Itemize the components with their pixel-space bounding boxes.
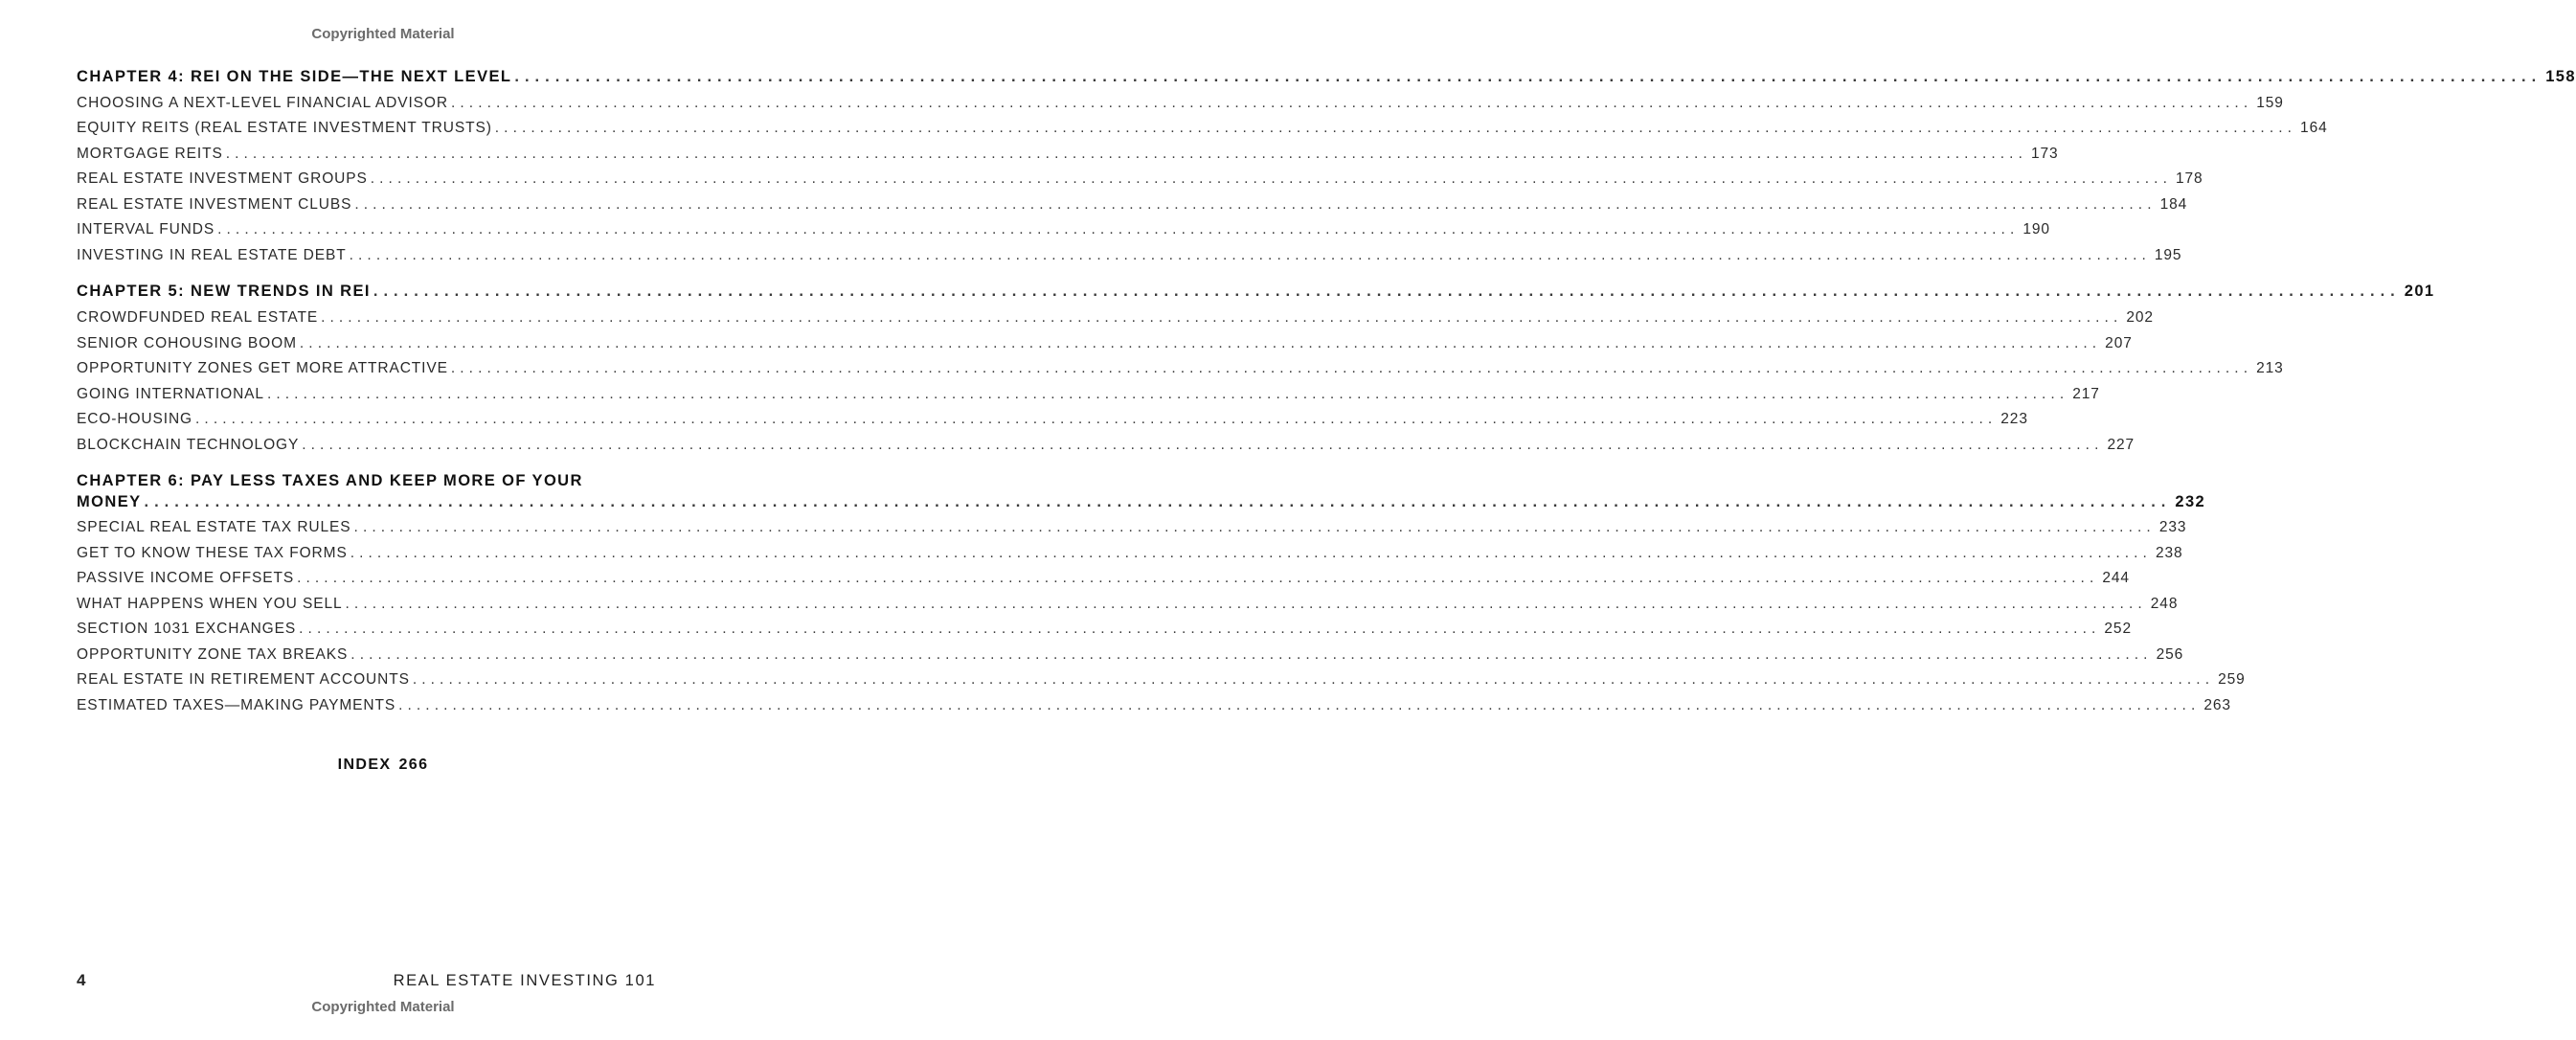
entry-title: ECO-HOUSING bbox=[77, 411, 192, 427]
dot-leader: ........................................................................................................................................................................................................ bbox=[354, 196, 2157, 213]
entry-page: 184 bbox=[2159, 196, 2188, 213]
entry-page: 233 bbox=[2158, 519, 2187, 535]
toc-entry bbox=[77, 539, 2183, 562]
entry-page: 190 bbox=[2022, 221, 2050, 237]
entry-title: BLOCKCHAIN TECHNOLOGY bbox=[77, 437, 300, 453]
toc-entry bbox=[77, 590, 2179, 613]
dot-leader: ........................................................................................................................................................................................................ bbox=[450, 360, 2253, 376]
chapter-title: CHAPTER 4: REI ON THE SIDE—THE NEXT LEVEL bbox=[77, 68, 512, 85]
toc-entry bbox=[77, 304, 2154, 327]
dot-leader: ........................................................................................................................................................................................................ bbox=[398, 697, 2201, 713]
entry-page: 195 bbox=[2154, 247, 2182, 263]
dot-leader: ........................................................................................................................................................................................................ bbox=[353, 519, 2156, 535]
entry-page: 227 bbox=[2107, 437, 2135, 453]
dot-leader: ........................................................................................................................................................................................................ bbox=[266, 386, 2069, 402]
entry-title: GOING INTERNATIONAL bbox=[77, 386, 264, 402]
toc-entry bbox=[77, 431, 2135, 454]
dot-leader: ........................................................................................................................................................................................................ bbox=[302, 437, 2104, 453]
dot-leader: ........................................................................................................................................................................................................ bbox=[345, 596, 2147, 612]
toc-entry bbox=[77, 191, 2188, 214]
entry-title: REAL ESTATE INVESTMENT GROUPS bbox=[77, 170, 368, 187]
toc-entry bbox=[77, 564, 2130, 587]
chapter-title: CHAPTER 5: NEW TRENDS IN REI bbox=[77, 283, 371, 300]
chapter-5-heading bbox=[77, 278, 2435, 301]
entry-title: PASSIVE INCOME OFFSETS bbox=[77, 570, 295, 586]
entry-title: MORTGAGE REITS bbox=[77, 146, 223, 162]
entry-title: GET TO KNOW THESE TAX FORMS bbox=[77, 545, 348, 561]
dot-leader: ........................................................................................................................................................................................................ bbox=[494, 120, 2297, 136]
entry-page: 248 bbox=[2150, 596, 2179, 612]
toc-entry bbox=[77, 215, 2050, 238]
toc-entry bbox=[77, 641, 2184, 664]
dot-leader: ........................................................................................................................................................................................................ bbox=[321, 309, 2123, 326]
entry-page: 164 bbox=[2300, 120, 2328, 136]
chapter-title-line-2: MONEY bbox=[77, 493, 142, 510]
toc-entry bbox=[77, 405, 2028, 428]
entry-page: 263 bbox=[2203, 697, 2231, 713]
toc-entry bbox=[77, 241, 2182, 264]
entry-title: CHOOSING A NEXT-LEVEL FINANCIAL ADVISOR bbox=[77, 95, 448, 111]
entry-title: INVESTING IN REAL ESTATE DEBT bbox=[77, 247, 347, 263]
toc-entry bbox=[77, 140, 2059, 163]
copyright-watermark-bottom: Copyrighted Material bbox=[311, 999, 455, 1015]
toc-entry bbox=[77, 329, 2133, 352]
chapter-page: 158 bbox=[2545, 68, 2576, 85]
index-label: INDEX bbox=[337, 757, 392, 773]
entry-title: OPPORTUNITY ZONE TAX BREAKS bbox=[77, 646, 349, 663]
entry-page: 202 bbox=[2126, 309, 2154, 326]
entry-title: SENIOR COHOUSING BOOM bbox=[77, 335, 297, 351]
entry-title: INTERVAL FUNDS bbox=[77, 221, 215, 237]
toc-entry bbox=[77, 691, 2231, 714]
entry-title: SECTION 1031 EXCHANGES bbox=[77, 621, 297, 637]
entry-page: 178 bbox=[2176, 170, 2203, 187]
entry-page: 223 bbox=[2000, 411, 2028, 427]
entry-page: 259 bbox=[2218, 671, 2246, 688]
entry-title: REAL ESTATE INVESTMENT CLUBS bbox=[77, 196, 352, 213]
page-footer bbox=[77, 969, 656, 990]
page-number: 4 bbox=[77, 971, 86, 989]
toc-entry bbox=[77, 513, 2187, 536]
dot-leader: ........................................................................................................................................................................................................ bbox=[350, 646, 2153, 663]
dot-leader: ........................................................................................................................................................................................................ bbox=[373, 283, 2401, 300]
dot-leader: ........................................................................................................................................................................................................ bbox=[350, 545, 2152, 561]
entry-page: 213 bbox=[2256, 360, 2284, 376]
toc-entry bbox=[77, 354, 2284, 377]
entry-title: WHAT HAPPENS WHEN YOU SELL bbox=[77, 596, 343, 612]
dot-leader: ........................................................................................................................................................................................................ bbox=[514, 68, 2542, 85]
dot-leader: ........................................................................................................................................................................................................ bbox=[299, 335, 2102, 351]
entry-page: 256 bbox=[2156, 646, 2184, 663]
dot-leader: ........................................................................................................................................................................................................ bbox=[217, 221, 2020, 237]
entry-title: ESTIMATED TAXES—MAKING PAYMENTS bbox=[77, 697, 396, 713]
dot-leader: ........................................................................................................................................................................................................ bbox=[349, 247, 2151, 263]
chapter-6-heading-line-1 bbox=[77, 467, 656, 490]
chapter-page: 201 bbox=[2404, 283, 2435, 300]
dot-leader: ........................................................................................................................................................................................................ bbox=[195, 411, 1998, 427]
dot-leader: ........................................................................................................................................................................................................ bbox=[450, 95, 2253, 111]
copyright-watermark-top: Copyrighted Material bbox=[311, 26, 455, 42]
entry-page: 238 bbox=[2155, 545, 2183, 561]
index-page: 266 bbox=[398, 757, 429, 773]
dot-leader: ........................................................................................................................................................................................................ bbox=[412, 671, 2215, 688]
entry-page: 252 bbox=[2104, 621, 2132, 637]
entry-title: EQUITY REITS (REAL ESTATE INVESTMENT TRUSTS) bbox=[77, 120, 492, 136]
dot-leader: ........................................................................................................................................................................................................ bbox=[225, 146, 2027, 162]
chapter-6-heading bbox=[77, 488, 2206, 511]
entry-page: 159 bbox=[2256, 95, 2284, 111]
toc-entry bbox=[77, 666, 2246, 689]
entry-title: CROWDFUNDED REAL ESTATE bbox=[77, 309, 319, 326]
entry-page: 173 bbox=[2030, 146, 2059, 162]
toc-entry bbox=[77, 89, 2284, 112]
toc-entry bbox=[77, 615, 2132, 638]
chapter-4-heading bbox=[77, 63, 2576, 86]
toc-entry bbox=[77, 114, 2328, 137]
dot-leader: ........................................................................................................................................................................................................ bbox=[297, 570, 2099, 586]
entry-page: 244 bbox=[2102, 570, 2130, 586]
chapter-title-line-1: CHAPTER 6: PAY LESS TAXES AND KEEP MORE OF YOUR bbox=[77, 472, 583, 489]
entry-title: SPECIAL REAL ESTATE TAX RULES bbox=[77, 519, 351, 535]
toc-entry bbox=[77, 165, 2203, 188]
toc-entry bbox=[77, 380, 2100, 403]
entry-page: 217 bbox=[2072, 386, 2100, 402]
entry-title: REAL ESTATE IN RETIREMENT ACCOUNTS bbox=[77, 671, 410, 688]
chapter-page: 232 bbox=[2175, 493, 2206, 510]
dot-leader: ........................................................................................................................................................................................................ bbox=[370, 170, 2172, 187]
dot-leader: ........................................................................................................................................................................................................ bbox=[299, 621, 2101, 637]
book-title: REAL ESTATE INVESTING 101 bbox=[393, 972, 656, 989]
entry-title: OPPORTUNITY ZONES GET MORE ATTRACTIVE bbox=[77, 360, 448, 376]
index-entry bbox=[0, 757, 766, 774]
dot-leader: ........................................................................................................................................................................................................ bbox=[144, 493, 2172, 510]
entry-page: 207 bbox=[2105, 335, 2133, 351]
